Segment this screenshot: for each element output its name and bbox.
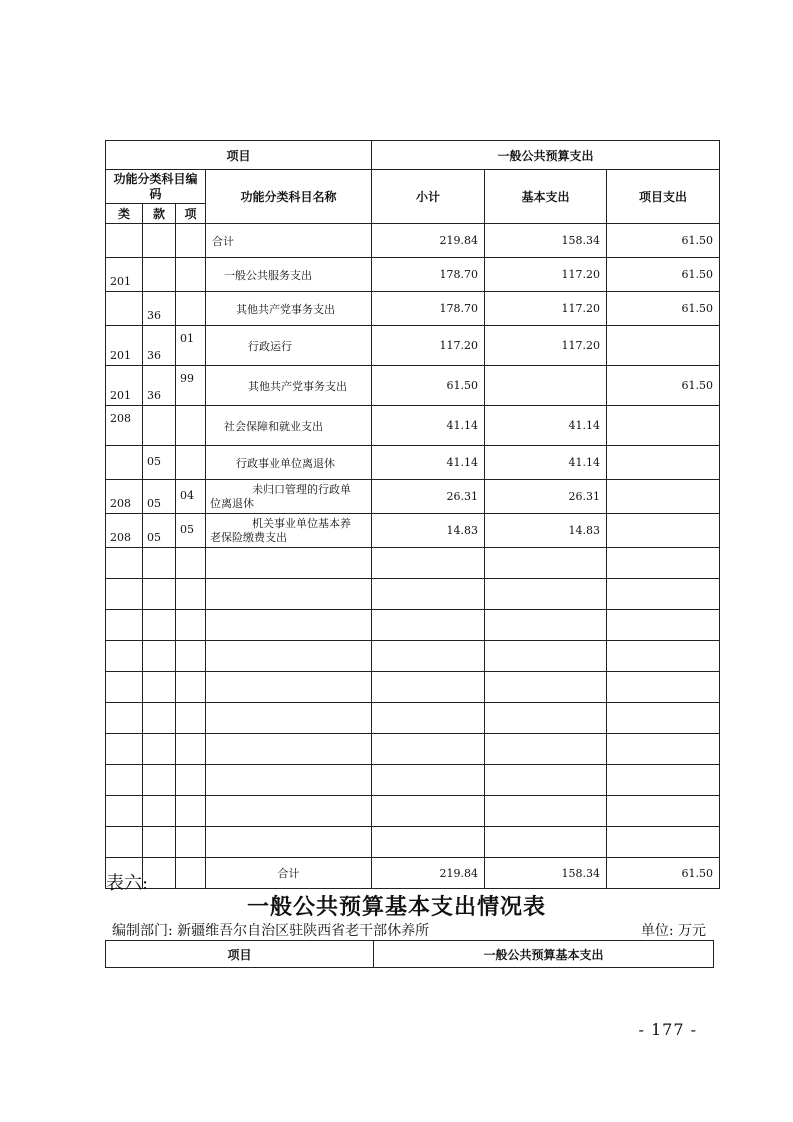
cell-kuan [143,406,176,446]
table-row [106,292,720,326]
cell-name-line1: 机关事业单位基本养 [252,516,351,530]
unit-line: 单位: 万元 [640,923,706,939]
cell-kuan [143,258,176,292]
empty-row [106,796,720,827]
cell-basic: 14.83 [485,514,607,548]
table-row [106,258,720,292]
cell-basic: 26.31 [485,480,607,514]
cell-xiang: 05 [176,514,206,548]
page-number: - 177 - [638,1020,697,1039]
table-row [106,406,720,446]
cell-lei: 208 [106,514,143,548]
cell-basic [485,366,607,406]
cell-project: 61.50 [607,258,720,292]
table-row [106,326,720,366]
cell-name: 行政事业单位离退休 [206,446,372,480]
basic-expenditure-table [105,940,714,968]
header-basic: 基本支出 [485,170,607,224]
cell-project [607,514,720,548]
cell-lei: 201 [106,326,143,366]
cell-project [607,480,720,514]
table-row [106,366,720,406]
empty-row [106,579,720,610]
header-lei: 类 [106,204,143,224]
total-subtotal: 219.84 [372,858,485,889]
cell-subtotal: 26.31 [372,480,485,514]
cell-lei: 208 [106,406,143,446]
cell-lei [106,292,143,326]
cell-subtotal: 14.83 [372,514,485,548]
empty-row [106,641,720,672]
cell-subtotal: 178.70 [372,292,485,326]
cell-basic: 117.20 [485,326,607,366]
total-row [106,858,720,889]
cell-basic: 41.14 [485,446,607,480]
cell-subtotal: 61.50 [372,366,485,406]
cell-subtotal: 178.70 [372,258,485,292]
cell-name [206,480,372,514]
cell-lei: 201 [106,258,143,292]
cell-name: 行政运行 [206,326,372,366]
header-xiang: 项 [176,204,206,224]
empty-row [106,672,720,703]
cell-project [607,446,720,480]
table2-header-item: 项目 [106,941,374,968]
cell-subtotal: 219.84 [372,224,485,258]
header-code-title: 功能分类科目编码 [106,170,206,204]
cell-lei: 201 [106,366,143,406]
cell-kuan: 05 [143,446,176,480]
cell-name: 其他共产党事务支出 [206,292,372,326]
cell-xiang: 01 [176,326,206,366]
section-label: 表六: [106,873,149,894]
cell-basic: 158.34 [485,224,607,258]
empty-row [106,827,720,858]
cell-project: 61.50 [607,366,720,406]
table-row [106,514,720,548]
cell-basic: 117.20 [485,258,607,292]
cell-project [607,406,720,446]
cell-lei: 208 [106,480,143,514]
cell-kuan: 05 [143,480,176,514]
header-general-budget: 一般公共预算支出 [372,141,720,170]
cell-xiang [176,258,206,292]
total-label: 合计 [206,858,372,889]
total-basic: 158.34 [485,858,607,889]
cell-kuan: 36 [143,326,176,366]
cell-xiang: 99 [176,366,206,406]
cell-xiang: 04 [176,480,206,514]
cell-kuan: 36 [143,366,176,406]
cell-basic: 117.20 [485,292,607,326]
cell-xiang [176,224,206,258]
cell-kuan: 36 [143,292,176,326]
cell-xiang [176,446,206,480]
department-line: 编制部门: 新疆维吾尔自治区驻陕西省老干部休养所 [112,923,430,939]
cell-name-line1: 未归口管理的行政单 [252,482,351,496]
cell-name: 合计 [206,224,372,258]
table-row [106,224,720,258]
cell-name [206,514,372,548]
cell-subtotal: 41.14 [372,406,485,446]
expenditure-table [105,140,720,889]
header-name-title: 功能分类科目名称 [206,170,372,224]
cell-xiang [176,406,206,446]
cell-xiang [176,292,206,326]
empty-row [106,548,720,579]
cell-basic: 41.14 [485,406,607,446]
header-kuan: 款 [143,204,176,224]
cell-name-line2: 老保险缴费支出 [210,530,287,544]
header-item: 项目 [106,141,372,170]
cell-project: 61.50 [607,292,720,326]
cell-kuan [143,224,176,258]
cell-project [607,326,720,366]
empty-row [106,610,720,641]
cell-name: 其他共产党事务支出 [206,366,372,406]
cell-lei [106,446,143,480]
header-project: 项目支出 [607,170,720,224]
cell-project: 61.50 [607,224,720,258]
cell-name: 社会保障和就业支出 [206,406,372,446]
cell-name-line2: 位离退休 [210,496,254,510]
empty-row [106,734,720,765]
cell-name: 一般公共服务支出 [206,258,372,292]
total-project: 61.50 [607,858,720,889]
header-subtotal: 小计 [372,170,485,224]
empty-row [106,765,720,796]
section-title: 一般公共预算基本支出情况表 [246,894,546,920]
table2-header-basic-budget: 一般公共预算基本支出 [374,941,714,968]
table-row [106,446,720,480]
cell-kuan: 05 [143,514,176,548]
cell-subtotal: 117.20 [372,326,485,366]
table-row [106,480,720,514]
cell-subtotal: 41.14 [372,446,485,480]
cell-lei [106,224,143,258]
empty-row [106,703,720,734]
